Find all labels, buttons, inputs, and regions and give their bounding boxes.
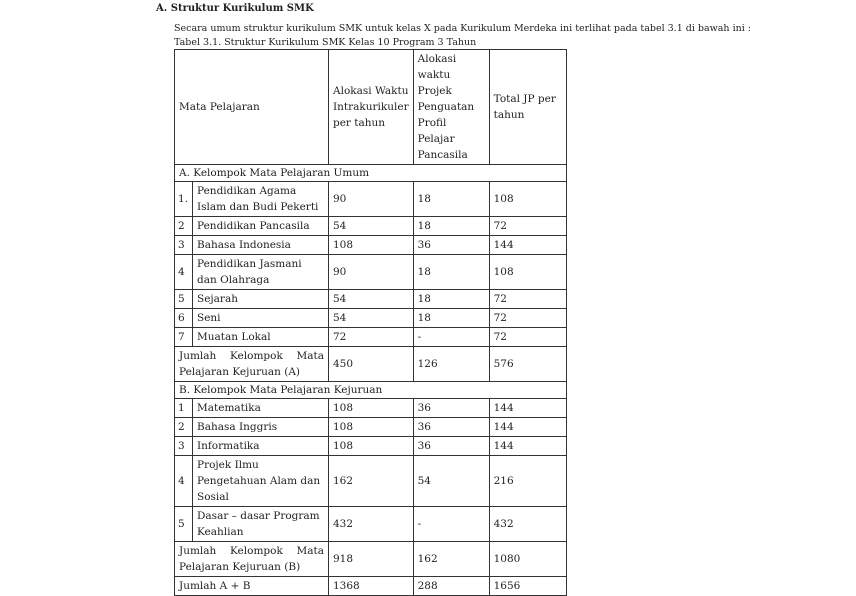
row-subject: Seni <box>193 309 329 328</box>
row-subject: Sejarah <box>193 290 329 309</box>
row-total: 72 <box>489 309 566 328</box>
row-subject: Informatika <box>193 437 329 456</box>
subtotal-b-p5: 162 <box>413 542 489 577</box>
row-total: 72 <box>489 328 566 347</box>
row-p5: 18 <box>413 182 489 217</box>
row-intra: 108 <box>329 418 414 437</box>
subtotal-row <box>175 542 567 577</box>
row-number: 4 <box>175 255 193 290</box>
row-p5: 18 <box>413 290 489 309</box>
row-subject: Projek Ilmu Pengetahuan Alam dan Sosial <box>193 456 329 507</box>
row-number: 2 <box>175 217 193 236</box>
row-total: 144 <box>489 437 566 456</box>
row-subject: Bahasa Indonesia <box>193 236 329 255</box>
group-row <box>175 382 567 399</box>
row-number: 5 <box>175 507 193 542</box>
header-total: Total JP per tahun <box>489 50 566 165</box>
table-row <box>175 328 567 347</box>
header-subject: Mata Pelajaran <box>175 50 329 165</box>
row-total: 144 <box>489 418 566 437</box>
row-total: 144 <box>489 399 566 418</box>
row-number: 7 <box>175 328 193 347</box>
row-p5: 18 <box>413 309 489 328</box>
table-row <box>175 236 567 255</box>
section-heading: A. Struktur Kurikulum SMK <box>156 3 314 14</box>
grand-total-row <box>175 577 567 596</box>
subtotal-a-intra: 450 <box>329 347 414 382</box>
table-row <box>175 182 567 217</box>
table-row <box>175 437 567 456</box>
row-total: 144 <box>489 236 566 255</box>
row-number: 3 <box>175 236 193 255</box>
row-intra: 72 <box>329 328 414 347</box>
row-number: 2 <box>175 418 193 437</box>
intro-paragraph: Secara umum struktur kurikulum SMK untuk kelas X pada Kurikulum Merdeka ini terlihat pada tabel 3.1 di bawah ini : <box>174 23 751 34</box>
row-intra: 108 <box>329 399 414 418</box>
row-number: 6 <box>175 309 193 328</box>
row-total: 108 <box>489 255 566 290</box>
table-row <box>175 290 567 309</box>
row-intra: 90 <box>329 182 414 217</box>
subtotal-b-label: Jumlah Kelompok Mata Pelajaran Kejuruan (B) <box>175 542 329 577</box>
subtotal-a-label: Jumlah Kelompok Mata Pelajaran Kejuruan (A) <box>175 347 329 382</box>
grand-total-label: Jumlah A + B <box>175 577 329 596</box>
subtotal-a-p5: 126 <box>413 347 489 382</box>
row-p5: 36 <box>413 437 489 456</box>
row-subject: Pendidikan Pancasila <box>193 217 329 236</box>
row-intra: 90 <box>329 255 414 290</box>
row-intra: 108 <box>329 437 414 456</box>
row-subject: Dasar – dasar Program Keahlian <box>193 507 329 542</box>
row-total: 72 <box>489 290 566 309</box>
curriculum-table <box>174 49 567 596</box>
subtotal-row <box>175 347 567 382</box>
table-row <box>175 507 567 542</box>
row-number: 1 <box>175 399 193 418</box>
row-p5: 36 <box>413 236 489 255</box>
row-number: 3 <box>175 437 193 456</box>
row-subject: Muatan Lokal <box>193 328 329 347</box>
row-total: 432 <box>489 507 566 542</box>
row-subject: Pendidikan Agama Islam dan Budi Pekerti <box>193 182 329 217</box>
header-p5: Alokasi waktu Projek Penguatan Profil Pelajar Pancasila <box>413 50 489 165</box>
row-p5: 36 <box>413 399 489 418</box>
row-intra: 162 <box>329 456 414 507</box>
table-row <box>175 217 567 236</box>
row-p5: - <box>413 328 489 347</box>
table-row <box>175 399 567 418</box>
group-b-title: B. Kelompok Mata Pelajaran Kejuruan <box>175 382 567 399</box>
table-caption: Tabel 3.1. Struktur Kurikulum SMK Kelas 10 Program 3 Tahun <box>174 37 477 48</box>
row-intra: 54 <box>329 309 414 328</box>
row-number: 5 <box>175 290 193 309</box>
group-a-title: A. Kelompok Mata Pelajaran Umum <box>175 165 567 182</box>
row-number: 1. <box>175 182 193 217</box>
subtotal-b-intra: 918 <box>329 542 414 577</box>
row-intra: 108 <box>329 236 414 255</box>
row-number: 4 <box>175 456 193 507</box>
row-subject: Pendidikan Jasmani dan Olahraga <box>193 255 329 290</box>
group-row <box>175 165 567 182</box>
row-total: 108 <box>489 182 566 217</box>
row-intra: 432 <box>329 507 414 542</box>
row-subject: Bahasa Inggris <box>193 418 329 437</box>
grand-total-intra: 1368 <box>329 577 414 596</box>
row-p5: 18 <box>413 255 489 290</box>
row-p5: - <box>413 507 489 542</box>
table-header-row <box>175 50 567 165</box>
table-row <box>175 418 567 437</box>
subtotal-a-total: 576 <box>489 347 566 382</box>
table-row <box>175 456 567 507</box>
row-subject: Matematika <box>193 399 329 418</box>
row-p5: 18 <box>413 217 489 236</box>
row-intra: 54 <box>329 217 414 236</box>
row-total: 216 <box>489 456 566 507</box>
table-row <box>175 255 567 290</box>
header-intra: Alokasi Waktu Intrakurikuler per tahun <box>329 50 414 165</box>
row-p5: 54 <box>413 456 489 507</box>
subtotal-b-total: 1080 <box>489 542 566 577</box>
row-total: 72 <box>489 217 566 236</box>
grand-total-total: 1656 <box>489 577 566 596</box>
grand-total-p5: 288 <box>413 577 489 596</box>
row-intra: 54 <box>329 290 414 309</box>
table-row <box>175 309 567 328</box>
row-p5: 36 <box>413 418 489 437</box>
